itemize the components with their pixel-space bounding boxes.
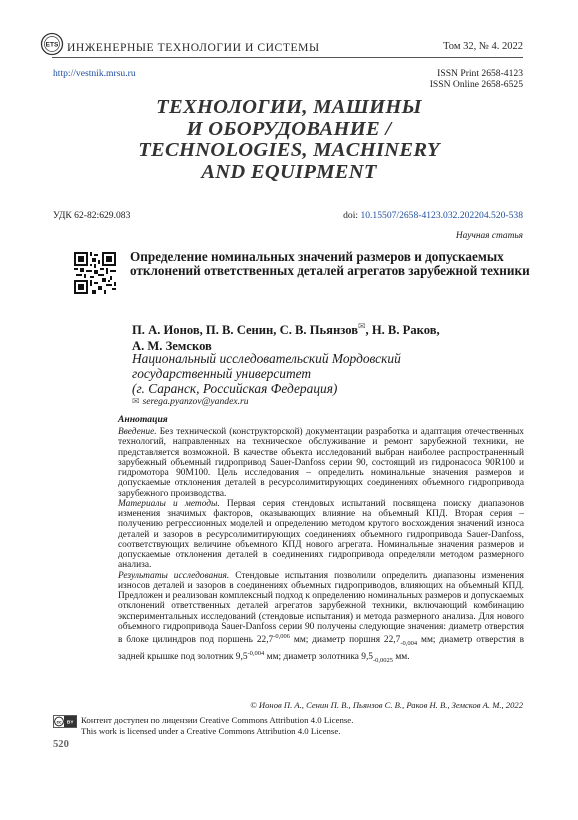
abstract-paragraph xyxy=(118,571,524,667)
abstract-text: Стендовые испытания позволили определить диапазоны изменения износов деталей и зазоров в соединениях объемных гидроприводов, влияющих на объемный КПД. Предложен и реализован комплексный подход к определению номинальных размеров и допускаемых отклонений ответственных деталей агрегатов зарубежной техники, включающий комбинацию экспериментальных исследований (стендовые испытания) и метода размерного анализа. Для нового объемного гидропривода Sauer-Danfoss серии 90 получены следующие значения: диаметр отверстия в блоке цилиндров под поршень 22,7 xyxy=(118,570,524,646)
udk-code: УДК 62-82:629.083 xyxy=(53,210,131,221)
copyright-notice: © Ионов П. А., Сенин П. В., Пьянзов С. В., Раков Н. В., Земсков А. М., 2022 xyxy=(250,700,523,710)
affiliation-line: государственный университет xyxy=(132,366,312,382)
qr-code-icon xyxy=(74,252,116,294)
abstract-text: мм. xyxy=(393,652,410,663)
doi-link[interactable]: 10.15507/2658-4123.032.202204.520-538 xyxy=(360,210,523,221)
section-title-line: И ОБОРУДОВАНИЕ / xyxy=(186,117,392,140)
cc-badge-left-text: cc xyxy=(56,719,62,725)
abstract-lead: Введение. xyxy=(118,427,157,437)
section-title xyxy=(0,97,578,183)
journal-name: ИНЖЕНЕРНЫЕ ТЕХНОЛОГИИ И СИСТЕМЫ xyxy=(67,41,320,54)
abstract-text: Первая серия стендовых испытаний посвящена поиску диапазонов изменения значимых факторов, оказывающих влияние на объемный КПД. Вторая серия – получению регрессионных моделей и определению методом крутого восхождения значений износа деталей и зазоров в ресурсолимитирующих соединениях объемного гидропривода Sauer-Danfoss, соответствующих величине объемного КПД нового агрегата. Номинальные значения размеров и допускаемые отклонения деталей в соединениях гидропривода определяли методом размерного анализа. xyxy=(118,498,524,571)
tolerance-sup: -0,006 xyxy=(273,633,291,640)
abstract-paragraph xyxy=(118,499,524,571)
envelope-icon: ✉ xyxy=(358,321,366,331)
affiliation-line: (г. Саранск, Российская Федерация) xyxy=(132,381,338,397)
abstract-lead: Результаты исследования. xyxy=(118,570,230,581)
abstract-text: мм; диаметр поршня 22,7 xyxy=(290,635,401,646)
email-link[interactable]: serega.pyanzov@yandex.ru xyxy=(142,396,249,407)
header-divider xyxy=(52,57,523,58)
affiliation xyxy=(132,351,532,397)
page-number: 520 xyxy=(53,739,69,750)
abstract-text: мм; диаметр отверстия в задней крышке под золотник 9,5 xyxy=(118,635,524,663)
issn-online: ISSN Online 2658-6525 xyxy=(429,79,523,90)
corresponding-email xyxy=(132,396,249,407)
article-type: Научная статья xyxy=(455,231,523,241)
section-title-line: AND EQUIPMENT xyxy=(201,160,377,183)
cc-badge-right-text: BY xyxy=(66,720,74,726)
envelope-icon: ✉ xyxy=(132,396,140,406)
tolerance-sub: -0,0025 xyxy=(372,657,394,665)
logo-text: ETS xyxy=(45,41,59,49)
license-text-en: This work is licensed under a Creative Commons Attribution 4.0 License. xyxy=(81,726,341,736)
authors-list-2: А. М. Земсков xyxy=(132,338,212,353)
authors-list: П. А. Ионов, П. В. Сенин, С. В. Пьянзов xyxy=(132,323,358,338)
abstract-text: Без технической (конструкторской) документации разработка и адаптация отечественных технологий, направленных на техническое обслуживание и ремонт зарубежной техники, не представляется возможной. В качестве объекта исследований выбран наиболее распространенный зарубежный объемный гидропривод Sauer-Danfoss серии 90, состоящий из гидронасоса 90R100 и гидромотора 90M100. Цель исследования – определить номинальные значения размеров и допускаемые отклонения деталей в ресурсолимитирующих соединениях объемного гидропривода зарубежного производства. xyxy=(118,427,524,499)
doi-prefix: doi: xyxy=(343,210,361,221)
tolerance-sup: -0,004 xyxy=(247,650,265,658)
authors-list-tail: , Н. В. Раков, xyxy=(365,323,440,338)
journal-url-link[interactable]: http://vestnik.mrsu.ru xyxy=(53,68,136,79)
abstract-text: мм; диаметр золотника 9,5 xyxy=(264,652,373,663)
abstract-heading: Аннотация xyxy=(118,414,168,425)
authors xyxy=(132,319,532,354)
section-title-line: ТЕХНОЛОГИИ, МАШИНЫ xyxy=(156,96,422,118)
article-title: Определение номинальных значений размеров и допускаемых отклонений ответственных деталей агрегатов зарубежной техники xyxy=(130,249,530,279)
abstract-body xyxy=(118,427,524,667)
section-title-line: TECHNOLOGIES, MACHINERY xyxy=(138,139,440,161)
license-text-ru: Контент доступен по лицензии Creative Commons Attribution 4.0 License. xyxy=(81,715,354,725)
issn-print: ISSN Print 2658-4123 xyxy=(437,68,523,79)
journal-logo xyxy=(40,32,64,56)
volume-issue: Том 32, № 4. 2022 xyxy=(443,41,523,52)
tolerance-sub: -0,004 xyxy=(400,640,418,647)
cc-by-license-icon[interactable] xyxy=(53,715,77,728)
abstract-lead: Материалы и методы. xyxy=(118,498,220,509)
abstract-paragraph xyxy=(118,427,524,499)
affiliation-line: Национальный исследовательский Мордовский xyxy=(132,351,401,366)
doi xyxy=(343,210,523,221)
